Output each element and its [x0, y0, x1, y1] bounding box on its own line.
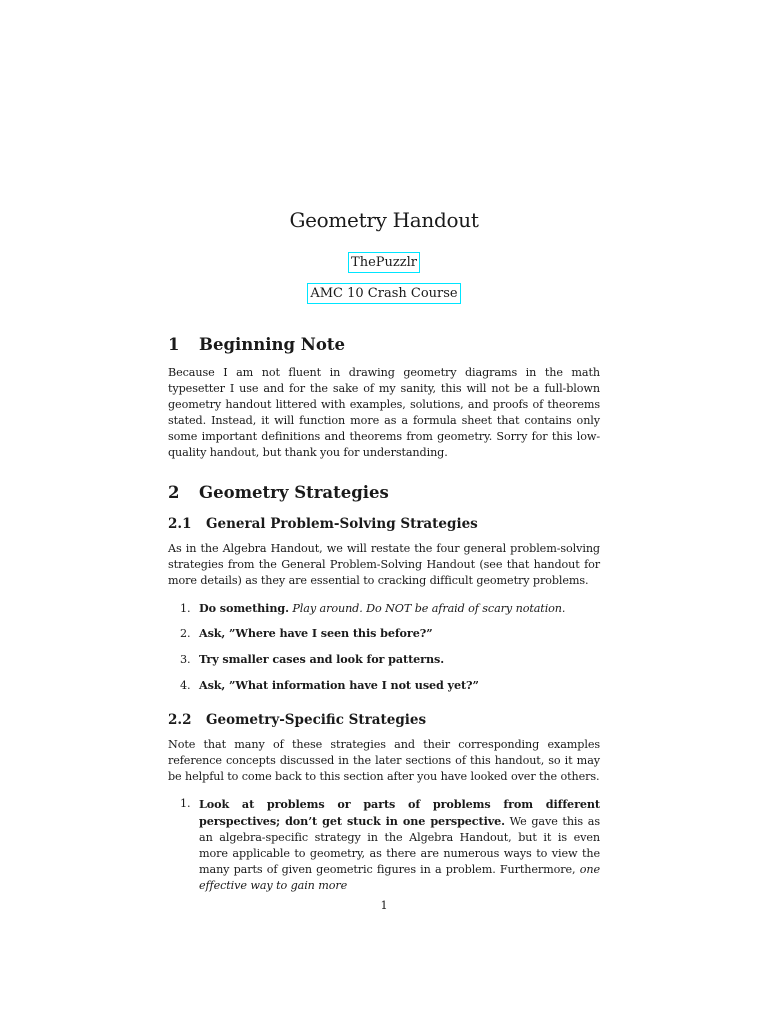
list-bold-text: Try smaller cases and look for patterns.: [199, 652, 444, 666]
list-bold-text: Look at problems or parts of problems from different perspectives; don’t get stuck in one perspective.: [199, 797, 600, 828]
list-item: [180, 625, 600, 642]
section-heading: [168, 333, 345, 357]
document-title: Geometry Handout: [289, 208, 479, 232]
subsection-title: Geometry-Specific Strategies: [206, 712, 427, 728]
section-title: Beginning Note: [199, 335, 345, 354]
subsection-title: General Problem-Solving Strategies: [206, 516, 478, 532]
list-italic-text: one effective way to gain more: [199, 863, 600, 892]
paragraph: Because I am not fluent in drawing geometry diagrams in the math typesetter I use and for the sake of my sanity, this will not be a full-blown geometry handout littered with examples, solutions, and proofs of theorems stated. Instead, it will function more as a formula sheet that contains only some important definitions and theorems from geometry. Sorry for this low-quality handout, but thank you for understanding.: [168, 366, 600, 459]
list-bold-text: Do something.: [199, 601, 289, 615]
list-number: 2.: [180, 627, 191, 640]
list-italic-text: Play around. Do NOT be afraid of scary notation.: [292, 602, 566, 615]
course-link[interactable]: AMC 10 Crash Course: [307, 283, 460, 304]
paragraph: As in the Algebra Handout, we will restate the four general problem-solving strategies from the General Problem-Solving Handout (see that handout for more details) as they are essential to cracking difficult geometry problems.: [168, 542, 600, 587]
author-line: [0, 251, 768, 273]
list-bold-text: Ask, ”Where have I seen this before?”: [199, 626, 433, 640]
section-title: Geometry Strategies: [199, 483, 389, 502]
author-link[interactable]: ThePuzzlr: [348, 252, 420, 273]
list-item: [180, 651, 600, 668]
list-item: [180, 796, 600, 894]
list-item: [180, 600, 600, 617]
list-number: 1.: [180, 602, 191, 615]
course-line: [0, 282, 768, 304]
section-heading: [168, 481, 389, 505]
subsection-heading: [168, 710, 426, 730]
list-body-text: We gave this as an algebra-specific strategy in the Algebra Handout, but it is even more applicable to geometry, as there are numerous ways to view the many parts of given geometric figures in a problem. Furthermore,: [199, 815, 600, 876]
page-number: 1: [380, 899, 388, 912]
section-number: 1: [168, 335, 180, 354]
list-number: 3.: [180, 653, 191, 666]
list-number: 4.: [180, 679, 191, 692]
list-number: 1.: [180, 797, 191, 810]
subsection-heading: [168, 514, 478, 534]
list-bold-text: Ask, ”What information have I not used yet?”: [199, 678, 479, 692]
section-number: 2: [168, 483, 180, 502]
subsection-number: 2.2: [168, 712, 192, 728]
paragraph: Note that many of these strategies and their corresponding examples reference concepts discussed in the later sections of this handout, so it may be helpful to come back to this section after you have looked over the others.: [168, 738, 600, 783]
subsection-number: 2.1: [168, 516, 192, 532]
list-item-body: [199, 796, 600, 894]
list-item: [180, 677, 600, 694]
